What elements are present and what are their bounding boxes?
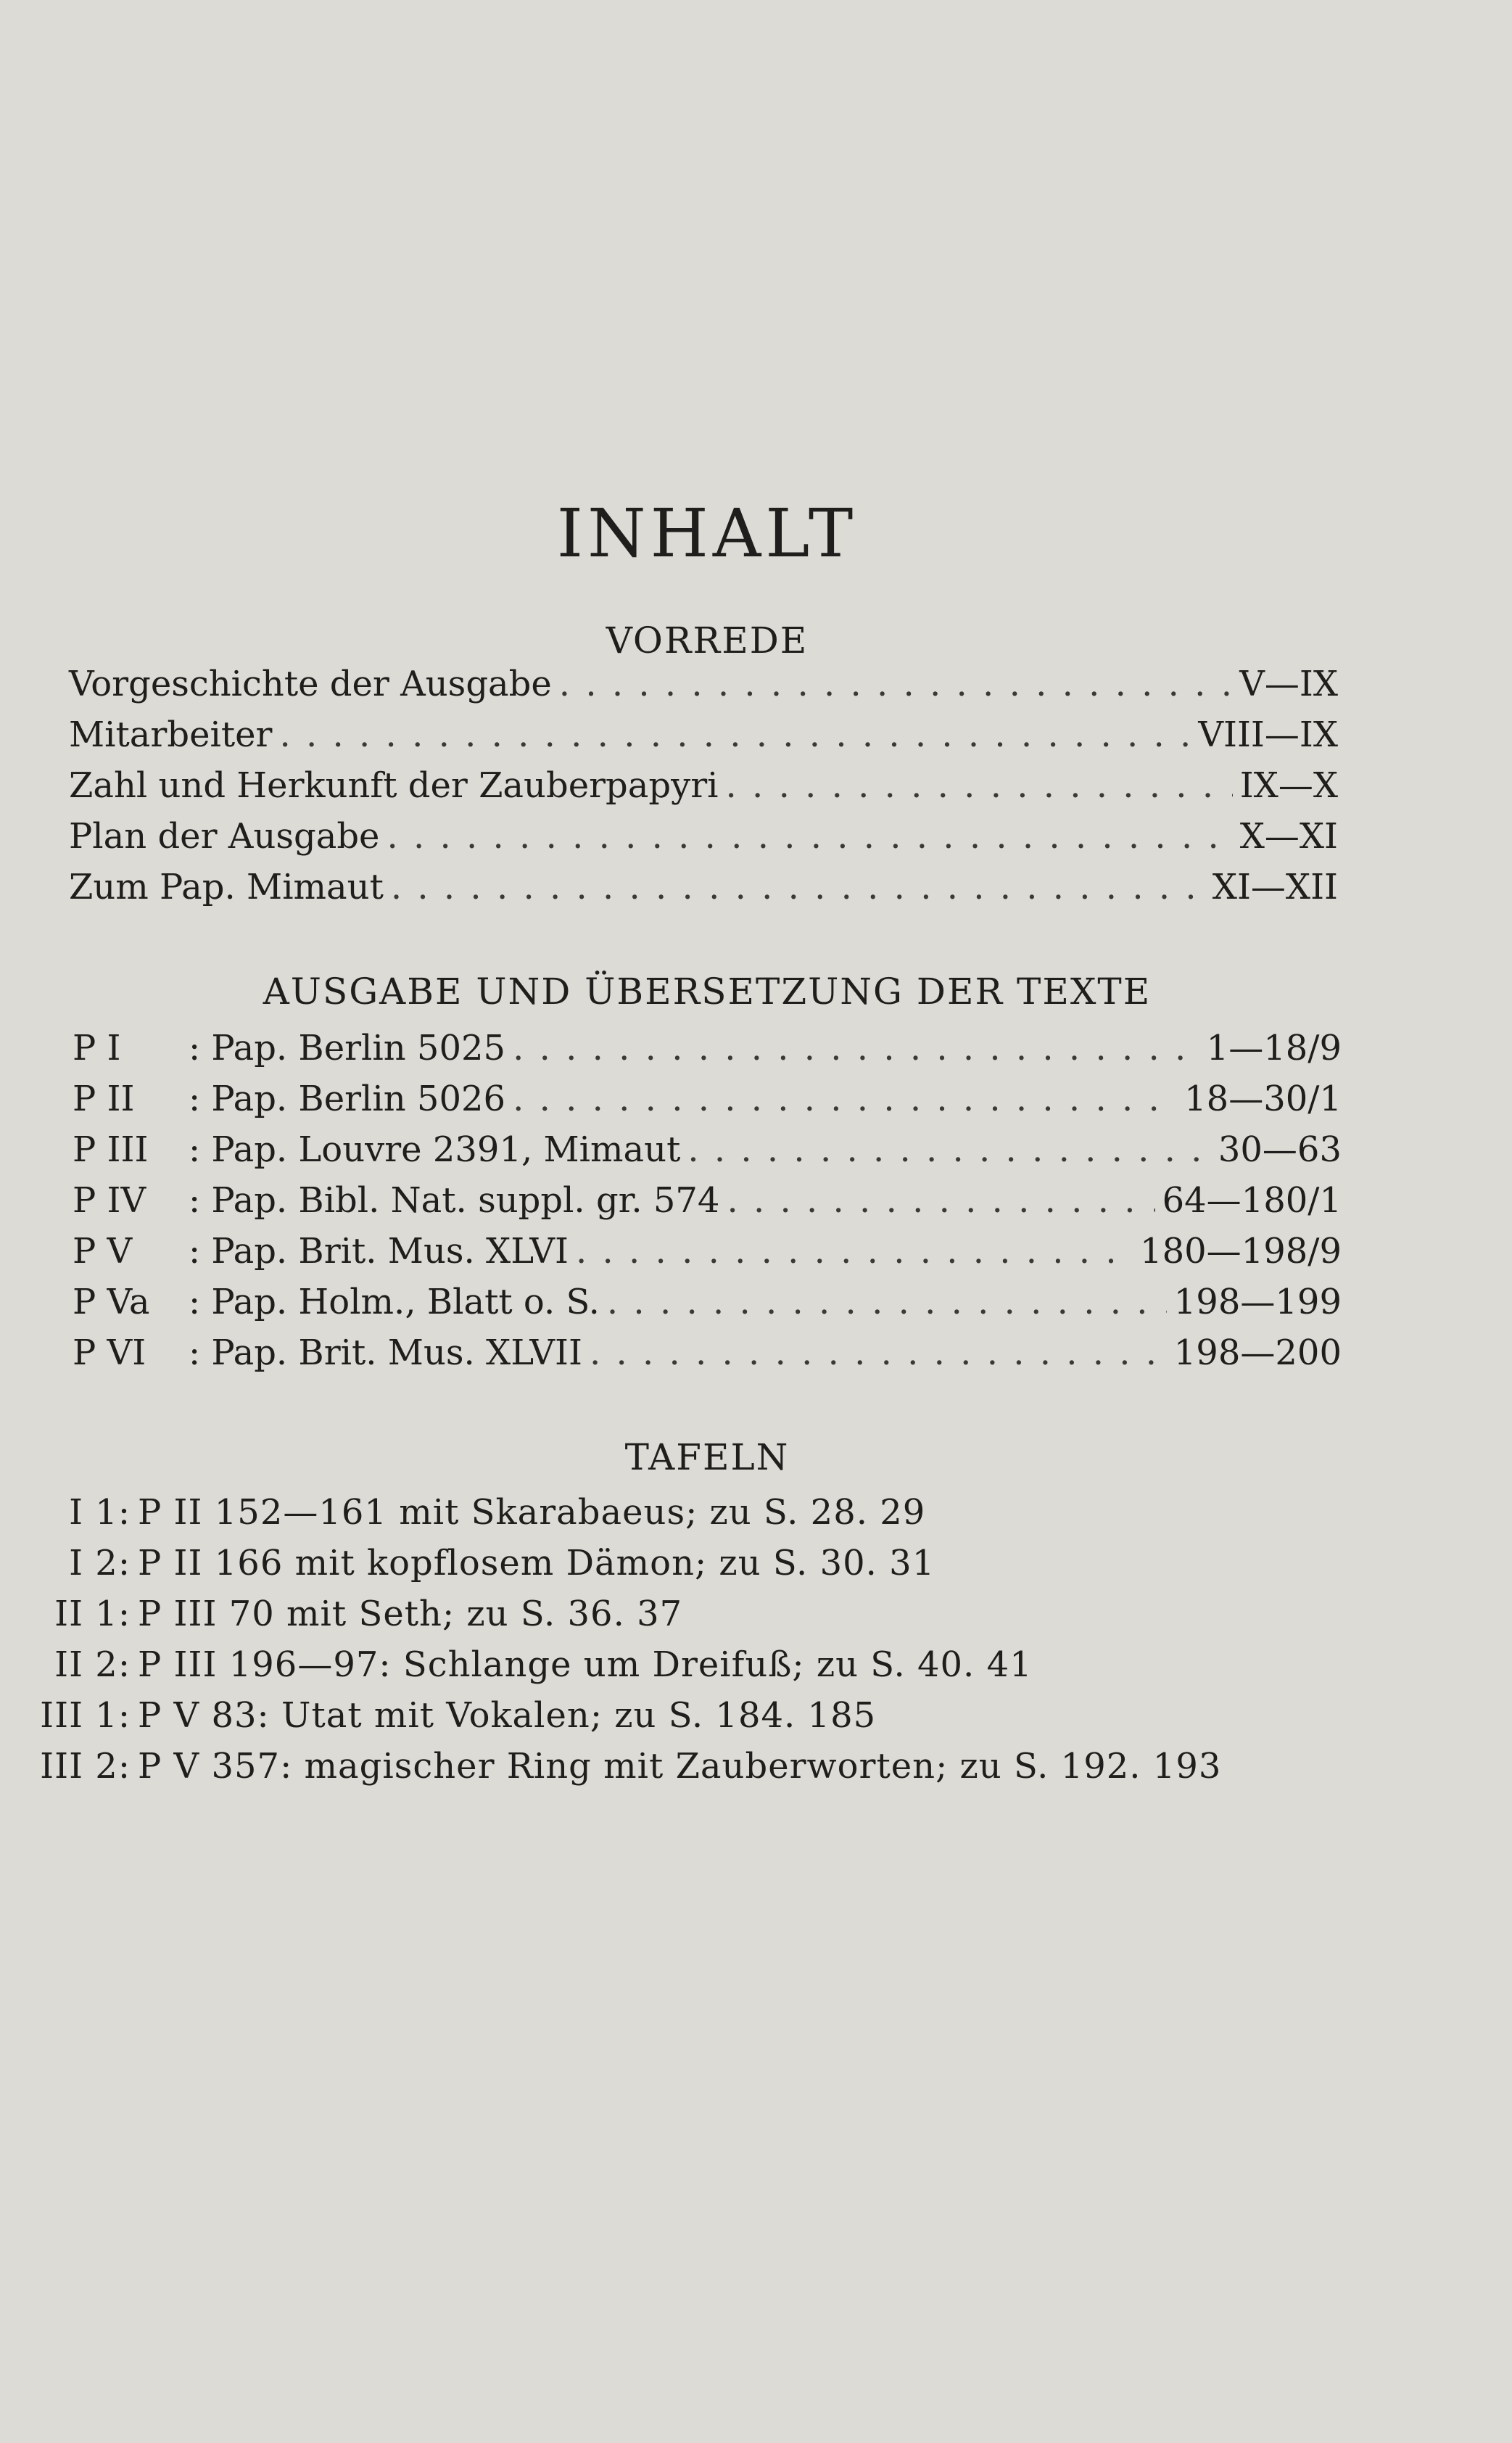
papyrus-sigla: P V bbox=[73, 1231, 133, 1272]
papyrus-sigla: P II bbox=[73, 1079, 135, 1119]
papyrus-sigla: P VI bbox=[73, 1332, 146, 1373]
toc-entry-pages: 18—30/1 bbox=[1184, 1079, 1342, 1119]
leader-dots bbox=[687, 1124, 1210, 1175]
toc-entry bbox=[73, 1327, 1342, 1378]
toc-entry bbox=[69, 760, 1338, 811]
plate-number: I 1: bbox=[69, 1492, 131, 1533]
plate-entry bbox=[29, 1538, 935, 1589]
toc-entry bbox=[73, 1074, 1342, 1124]
toc-entry-pages: 64—180/1 bbox=[1162, 1180, 1342, 1221]
toc-entry-pages: XI—XII bbox=[1212, 867, 1338, 907]
toc-entry bbox=[69, 862, 1338, 912]
plate-description: P III 196—97: Schlange um Dreifuß; zu S. 40. 41 bbox=[138, 1644, 1033, 1685]
plate-description: P V 357: magischer Ring mit Zauberworten; zu S. 192. 193 bbox=[138, 1746, 1222, 1787]
papyrus-sigla: P III bbox=[73, 1129, 149, 1170]
toc-entry-label bbox=[73, 1277, 600, 1327]
toc-entry bbox=[73, 1124, 1342, 1175]
leader-dots bbox=[513, 1074, 1177, 1124]
toc-entry-pages: 180—198/9 bbox=[1140, 1231, 1342, 1272]
leader-dots bbox=[387, 811, 1232, 862]
plate-entry bbox=[29, 1487, 925, 1538]
plate-number: III 1: bbox=[40, 1695, 131, 1736]
papyrus-name: : Pap. Bibl. Nat. suppl. gr. 574 bbox=[189, 1180, 720, 1221]
toc-entry bbox=[69, 659, 1338, 709]
plate-description: P II 152—161 mit Skarabaeus; zu S. 28. 29 bbox=[138, 1492, 926, 1533]
papyrus-sigla: P I bbox=[73, 1028, 121, 1068]
papyrus-name: : Pap. Louvre 2391, Mimaut bbox=[189, 1129, 681, 1170]
plate-number: II 1: bbox=[54, 1594, 131, 1634]
toc-entry-label: Plan der Ausgabe bbox=[69, 816, 380, 857]
papyrus-name: : Pap. Berlin 5025 bbox=[189, 1028, 506, 1068]
page-title: INHALT bbox=[556, 495, 858, 572]
toc-entry-pages: 198—199 bbox=[1173, 1282, 1342, 1322]
papyrus-sigla: P IV bbox=[73, 1180, 146, 1221]
toc-entry bbox=[73, 1226, 1342, 1277]
toc-entry-label bbox=[73, 1023, 505, 1074]
toc-entry-pages: V—IX bbox=[1239, 664, 1338, 704]
leader-dots bbox=[279, 709, 1191, 760]
tafeln-list bbox=[29, 1487, 1262, 1799]
papyrus-sigla: P Va bbox=[73, 1282, 150, 1322]
toc-entry-pages: X—XI bbox=[1239, 816, 1338, 857]
plate-number: III 2: bbox=[40, 1746, 131, 1787]
toc-entry-label bbox=[73, 1226, 569, 1277]
toc-entry bbox=[69, 811, 1338, 862]
toc-entry-label: Mitarbeiter bbox=[69, 714, 273, 755]
toc-entry-pages: 1—18/9 bbox=[1206, 1028, 1342, 1068]
section-heading-tafeln: TAFELN bbox=[624, 1436, 790, 1478]
leader-dots bbox=[590, 1327, 1167, 1378]
plate-description: P III 70 mit Seth; zu S. 36. 37 bbox=[138, 1594, 683, 1634]
toc-entry-pages: VIII—IX bbox=[1198, 714, 1338, 755]
toc-entry-label: Zum Pap. Mimaut bbox=[69, 867, 384, 907]
toc-entry-pages: 198—200 bbox=[1173, 1332, 1342, 1373]
toc-entry-label bbox=[73, 1124, 680, 1175]
leader-dots bbox=[576, 1226, 1133, 1277]
papyrus-name: : Pap. Berlin 5026 bbox=[189, 1079, 506, 1119]
papyrus-name: : Pap. Brit. Mus. XLVI bbox=[189, 1231, 569, 1272]
papyrus-name: : Pap. Holm., Blatt o. S. bbox=[189, 1282, 600, 1322]
toc-entry bbox=[73, 1175, 1342, 1226]
plate-number: I 2: bbox=[69, 1543, 131, 1583]
papyrus-name: : Pap. Brit. Mus. XLVII bbox=[189, 1332, 582, 1373]
toc-entry bbox=[73, 1277, 1342, 1327]
toc-entry-pages: IX—X bbox=[1239, 765, 1338, 806]
section-heading-ausgabe: AUSGABE UND ÜBERSETZUNG DER TEXTE bbox=[263, 971, 1152, 1013]
plate-description: P II 166 mit kopflosem Dämon; zu S. 30. 31 bbox=[138, 1543, 935, 1583]
toc-entry-label bbox=[73, 1175, 719, 1226]
plate-entry bbox=[29, 1639, 1033, 1690]
leader-dots bbox=[391, 862, 1205, 912]
leader-dots bbox=[607, 1277, 1167, 1327]
toc-entry-pages: 30—63 bbox=[1218, 1129, 1342, 1170]
toc-entry-label bbox=[73, 1327, 582, 1378]
plate-number: II 2: bbox=[54, 1644, 131, 1685]
leader-dots bbox=[513, 1023, 1199, 1074]
section-heading-vorrede: VORREDE bbox=[606, 619, 809, 662]
leader-dots bbox=[559, 659, 1232, 709]
toc-entry bbox=[69, 709, 1338, 760]
toc-entry-label: Vorgeschichte der Ausgabe bbox=[69, 664, 552, 704]
plate-entry bbox=[29, 1690, 876, 1741]
plate-entry bbox=[29, 1741, 1221, 1792]
leader-dots bbox=[726, 760, 1233, 811]
toc-entry bbox=[73, 1023, 1342, 1074]
plate-description: P V 83: Utat mit Vokalen; zu S. 184. 185 bbox=[138, 1695, 877, 1736]
plate-entry bbox=[29, 1589, 682, 1639]
leader-dots bbox=[727, 1175, 1154, 1226]
toc-entry-label bbox=[73, 1074, 505, 1124]
toc-entry-label: Zahl und Herkunft der Zauberpapyri bbox=[69, 765, 719, 806]
